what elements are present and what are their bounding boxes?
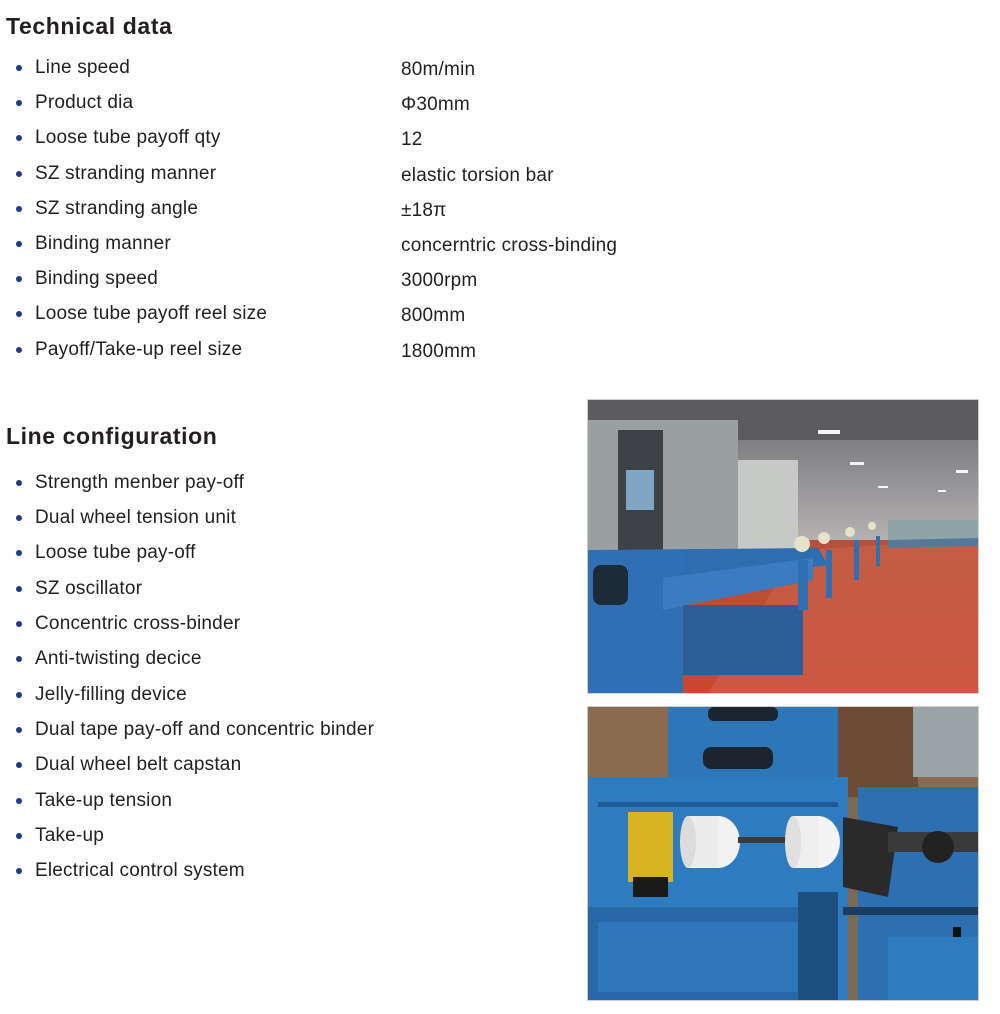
bullet-icon <box>16 515 22 521</box>
bullet-icon <box>16 586 22 592</box>
factory-line-photo <box>588 400 978 693</box>
tech-label: Payoff/Take-up reel size <box>35 339 243 360</box>
bullet-icon <box>16 550 22 556</box>
bullet-icon <box>16 311 22 317</box>
bullet-icon <box>16 241 22 247</box>
tech-label: Line speed <box>35 57 130 78</box>
config-label: Electrical control system <box>35 860 245 881</box>
config-label: SZ oscillator <box>35 578 143 599</box>
bullet-icon <box>16 171 22 177</box>
bullet-icon <box>16 480 22 486</box>
bullet-icon <box>16 100 22 106</box>
config-label: Take-up <box>35 825 104 846</box>
bullet-icon <box>16 656 22 662</box>
bullet-icon <box>16 833 22 839</box>
tech-label: SZ stranding angle <box>35 198 199 219</box>
tech-value: 1800mm <box>401 341 477 362</box>
tech-label: Loose tube payoff reel size <box>35 303 268 324</box>
config-label: Anti-twisting decice <box>35 648 202 669</box>
technical-data-heading: Technical data <box>6 13 173 39</box>
config-label: Loose tube pay-off <box>35 542 196 563</box>
config-label: Strength menber pay-off <box>35 472 245 493</box>
bullet-icon <box>16 762 22 768</box>
tech-label: Loose tube payoff qty <box>35 127 221 148</box>
bullet-icon <box>16 135 22 141</box>
bullet-icon <box>16 692 22 698</box>
bullet-icon <box>16 206 22 212</box>
bullet-icon <box>16 621 22 627</box>
config-label: Jelly-filling device <box>35 684 187 705</box>
tech-value: 3000rpm <box>401 270 478 291</box>
tech-label: Binding manner <box>35 233 171 254</box>
tech-value: 80m/min <box>401 59 476 80</box>
bullet-icon <box>16 276 22 282</box>
config-label: Dual wheel belt capstan <box>35 754 242 775</box>
bullet-icon <box>16 347 22 353</box>
tech-value: elastic torsion bar <box>401 165 554 186</box>
bullet-icon <box>16 727 22 733</box>
tech-value: ±18π <box>401 200 447 221</box>
tech-value: 800mm <box>401 305 466 326</box>
bullet-icon <box>16 868 22 874</box>
tech-label: SZ stranding manner <box>35 163 217 184</box>
config-label: Dual wheel tension unit <box>35 507 237 528</box>
config-label: Concentric cross-binder <box>35 613 241 634</box>
tech-label: Product dia <box>35 92 134 113</box>
binder-machine-photo <box>588 707 978 1000</box>
tech-value: concerntric cross-binding <box>401 235 618 256</box>
bullet-icon <box>16 65 22 71</box>
config-label: Dual tape pay-off and concentric binder <box>35 719 375 740</box>
config-label: Take-up tension <box>35 790 173 811</box>
tech-label: Binding speed <box>35 268 159 289</box>
tech-value: 12 <box>401 129 423 150</box>
bullet-icon <box>16 798 22 804</box>
tech-value: Φ30mm <box>401 94 470 115</box>
line-configuration-heading: Line configuration <box>6 423 218 449</box>
